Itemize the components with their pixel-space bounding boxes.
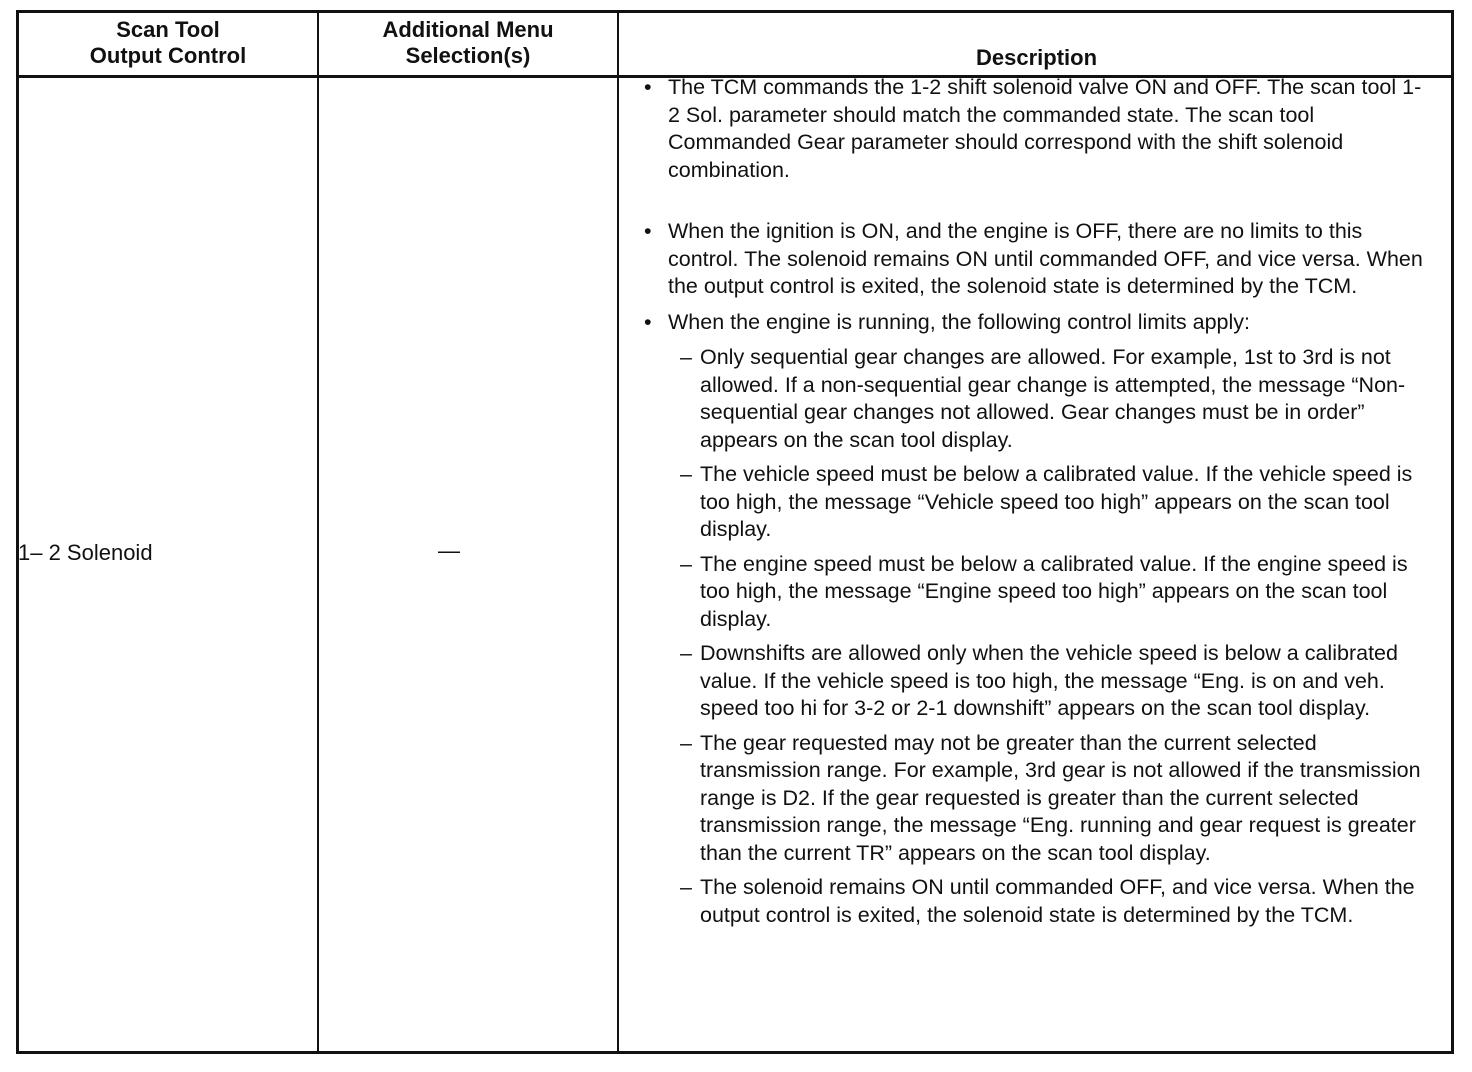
description-bullet: [640, 218, 1430, 301]
description-cell: [640, 74, 1430, 936]
dash-icon: –: [680, 462, 692, 486]
column-divider: [317, 13, 319, 1051]
limit-item: [640, 344, 1430, 454]
description-bullet: [640, 74, 1430, 184]
limit-item-text: The vehicle speed must be below a calibrated value. If the vehicle speed is too high, the message “Vehicle speed too high” appears on the scan tool display.: [700, 462, 1413, 541]
limit-item-text: Only sequential gear changes are allowed. For example, 1st to 3rd is not allowed. If a non-sequential gear change is attempted, the message “Non-sequential gear changes not allowed. Gear changes must be in order” appears on the scan tool display.: [700, 345, 1406, 452]
column-divider: [617, 13, 619, 1051]
menu-selection-cell: —: [438, 538, 460, 563]
header-description: [619, 13, 1454, 75]
header-output-control-line1: Scan Tool: [116, 17, 220, 42]
bullet-text: The TCM commands the 1-2 shift solenoid valve ON and OFF. The scan tool 1-2 Sol. parameter should match the commanded state. The scan tool Commanded Gear parameter should correspond with the shift solenoid combination.: [668, 75, 1422, 182]
header-menu-selection-line2: Selection(s): [405, 43, 531, 68]
limit-item-text: The solenoid remains ON until commanded OFF, and vice versa. When the output control is exited, the solenoid state is determined by the TCM.: [700, 875, 1415, 927]
dash-icon: –: [680, 345, 692, 369]
description-bullet: [640, 309, 1430, 337]
output-control-cell: 1– 2 Solenoid: [18, 540, 153, 565]
header-description-label: Description: [975, 45, 1098, 70]
header-menu-selection: [319, 13, 617, 75]
header-output-control-line2: Output Control: [89, 43, 247, 68]
dash-icon: –: [680, 875, 692, 899]
dash-icon: –: [680, 730, 692, 755]
limit-item: [640, 461, 1430, 544]
limit-item: [640, 551, 1430, 634]
limit-item-text: The gear requested may not be greater than the current selected transmission range. For example, 3rd gear is not allowed if the transmission range is D2. If the gear requested is greater than the current selected transmission range, the message “Eng. running and gear request is greater than the current TR” appears on the scan tool display.: [700, 730, 1421, 865]
bullet-text: When the engine is running, the following control limits apply:: [668, 309, 1251, 334]
dash-icon: –: [680, 641, 692, 665]
bullet-icon: •: [644, 75, 652, 99]
header-menu-selection-line1: Additional Menu: [382, 17, 554, 42]
limit-item-text: Downshifts are allowed only when the vehicle speed is below a calibrated value. If the vehicle speed is too high, the message “Eng. is on and veh. speed too hi for 3-2 or 2-1 downshift” appears on the scan tool display.: [700, 641, 1398, 720]
limit-item: [640, 730, 1430, 868]
bullet-text: When the ignition is ON, and the engine is OFF, there are no limits to this control. The solenoid remains ON until commanded OFF, and vice versa. When the output control is exited, the solenoid state is determined by the TCM.: [668, 219, 1423, 298]
limit-item-text: The engine speed must be below a calibrated value. If the engine speed is too high, the message “Engine speed too high” appears on the scan tool display.: [700, 551, 1408, 631]
limit-item: [640, 874, 1430, 929]
bullet-icon: •: [644, 219, 652, 243]
dash-icon: –: [680, 551, 692, 576]
limit-item: [640, 640, 1430, 723]
header-output-control: [19, 13, 317, 75]
bullet-icon: •: [644, 309, 652, 334]
